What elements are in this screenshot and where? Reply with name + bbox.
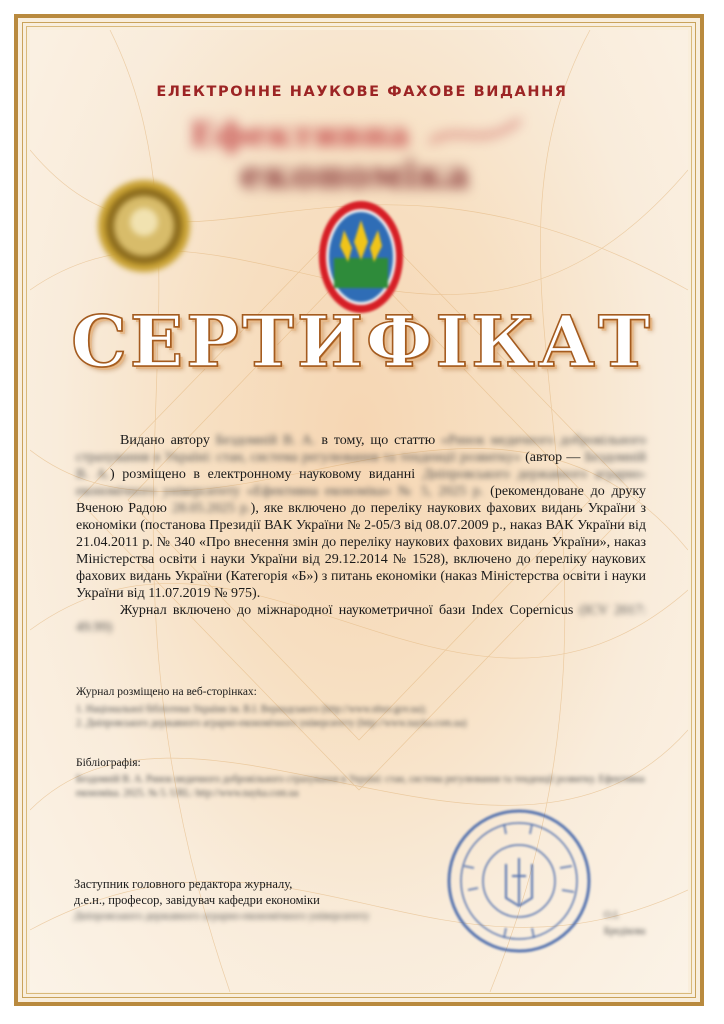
signatory-position: Заступник головного редактора журналу, <box>74 877 293 891</box>
web-page-item: 1. Національної бібліотеки України ім. В.І. Вернадського (http://www.nbuv.gov.ua); <box>76 704 427 715</box>
text-inclusion: ), яке включено до переліку наукових фахових видань України з економіки (постанова Президії ВАК України № 2-05/3 від 08.07.2009 р., наказ ВАК України від 21.04.2011 р. № 340 «Про внесення змін до переліку наукових фахових видань України», наказ Міністерства освіти і науки України від 29.12.2014 № 1528), включено до переліку наукових фахових видань України (Категорія «Б») з питань економіки (наказ Міністерства освіти і науки України від 11.07.2019 № 975). <box>76 501 647 601</box>
text-issued: Видано автору <box>120 433 210 448</box>
text-that: в тому, що статтю <box>321 433 436 448</box>
logo-line-1: Ефективна <box>190 115 410 155</box>
signatory-name: О.І. Бредікова <box>604 910 646 937</box>
bibliography-label: Бібліографія: <box>76 757 141 769</box>
coat-of-arms-emblem-icon <box>316 198 406 316</box>
gold-medal-icon <box>96 178 192 274</box>
signatory-degree: д.е.н., професор, завідувач кафедри економіки <box>74 893 320 907</box>
text-author-prefix: (автор — <box>525 450 581 465</box>
bibliography-section <box>76 757 646 801</box>
icv-value: (ICV 2017: 49.99) <box>76 603 646 635</box>
text-recommended: (рекомендоване до друку Вченою Радою <box>76 484 647 516</box>
text-published: ) розміщено в електронному науковому виданні <box>110 467 416 482</box>
paragraph-index <box>76 602 646 636</box>
author-name-2: Бездомній В. А. <box>76 450 647 482</box>
web-page-item: 2. Дніпровського державного аграрно-економічного університету (http://www.nayka.com.ua) <box>76 718 467 729</box>
certificate-title: СЕРТИФІКАТ <box>71 300 653 383</box>
signature-block <box>74 876 646 937</box>
web-pages-section <box>76 686 646 731</box>
signatory-university: Дніпровського державного аграрно-економічного університету <box>74 910 370 922</box>
web-pages-label: Журнал розміщено на веб-сторінках: <box>76 686 257 698</box>
author-name: Бездомній В. А. <box>215 433 316 448</box>
journal-header: ЕЛЕКТРОННЕ НАУКОВЕ ФАХОВЕ ВИДАННЯ <box>156 84 568 100</box>
paragraph-main <box>76 432 646 602</box>
web-pages-list <box>76 703 646 731</box>
logo-line-2: економіка <box>240 152 470 194</box>
bibliography-text: Бездомній В. А. Ринок медичного добровільного страхування в Україні: стан, система регулювання та тенденції розвитку. Ефективна економіка. 2025. № 5. URL: http://www.nayka.com.ua <box>76 774 645 799</box>
article-title: «Ринок медичного добровільного страхування в Україні: стан, система регулювання та тенденції розвитку» <box>76 433 646 465</box>
text-index-copernicus: Журнал включено до міжнародної наукометричної бази Index Copernicus <box>120 603 574 618</box>
certificate-body <box>76 432 646 636</box>
journal-logo <box>180 112 540 194</box>
recommend-date: 28.05.2025 р. <box>172 501 251 516</box>
journal-name: Дніпровського державного аграрно-економічного університету «Ефективна економіка» № 5, 2025 р. <box>76 467 646 499</box>
